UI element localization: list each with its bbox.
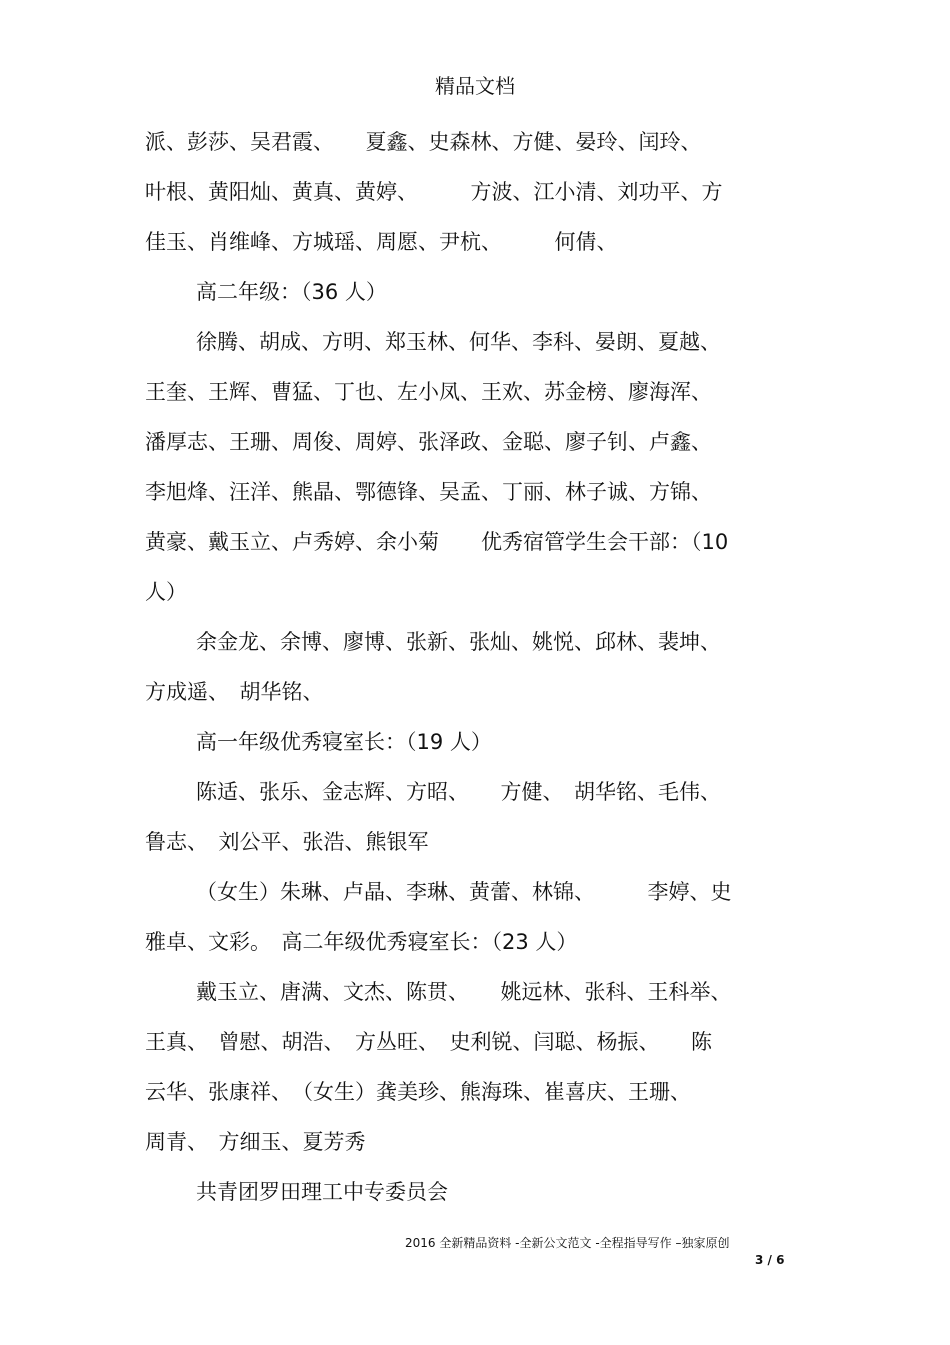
- page-header: 精品文档: [435, 74, 515, 98]
- text-line: 李旭烽、汪洋、熊晶、鄂德锋、吴孟、丁丽、林子诚、方锦、: [145, 480, 712, 504]
- text-line: 余金龙、余博、廖博、张新、张灿、姚悦、邱林、裴坤、: [196, 630, 721, 654]
- text-line: 鲁志、 刘公平、张浩、熊银军: [145, 830, 429, 854]
- text-line: 戴玉立、唐满、文杰、陈贯、 姚远林、张科、王科举、: [196, 980, 732, 1004]
- section-heading: 高一年级优秀寝室长：（19 人）: [196, 730, 492, 754]
- text-line: 雅卓、文彩。 高二年级优秀寝室长：（23 人）: [145, 930, 578, 954]
- text-line: 潘厚志、王珊、周俊、周婷、张泽政、金聪、廖子钊、卢鑫、: [145, 430, 712, 454]
- text-line: 佳玉、肖维峰、方城瑶、周愿、尹杭、 何倩、: [145, 230, 618, 254]
- text-line: 王奎、王辉、曹猛、丁也、左小凤、王欢、苏金榜、廖海浑、: [145, 380, 712, 404]
- text-line: 云华、张康祥、 （女生）龚美珍、熊海珠、崔喜庆、王珊、: [145, 1080, 691, 1104]
- page-number: 3 / 6: [755, 1253, 785, 1267]
- text-line: 人）: [145, 580, 187, 604]
- text-line: 叶根、黄阳灿、黄真、黄婷、 方波、江小清、刘功平、方: [145, 180, 723, 204]
- page-footer: 2016 全新精品资料 -全新公文范文 -全程指导写作 –独家原创: [405, 1236, 730, 1250]
- text-line: 徐腾、胡成、方明、郑玉林、何华、李科、晏朗、夏越、: [196, 330, 721, 354]
- text-line: 王真、 曾慰、胡浩、 方丛旺、 史利锐、闫聪、杨振、 陈: [145, 1030, 712, 1054]
- text-line: 陈适、张乐、金志辉、方昭、 方健、 胡华铭、毛伟、: [196, 780, 721, 804]
- text-line: （女生）朱琳、卢晶、李琳、黄蕾、林锦、 李婷、史: [196, 880, 732, 904]
- text-line: 派、彭莎、吴君霞、 夏鑫、史森林、方健、晏玲、闰玲、: [145, 130, 702, 154]
- signature-line: 共青团罗田理工中专委员会: [196, 1180, 448, 1204]
- text-line: 黄豪、戴玉立、卢秀婷、余小菊 优秀宿管学生会干部：（10: [145, 530, 729, 554]
- section-heading: 高二年级：（36 人）: [196, 280, 387, 304]
- text-line: 方成遥、 胡华铭、: [145, 680, 324, 704]
- text-line: 周青、 方细玉、夏芳秀: [145, 1130, 366, 1154]
